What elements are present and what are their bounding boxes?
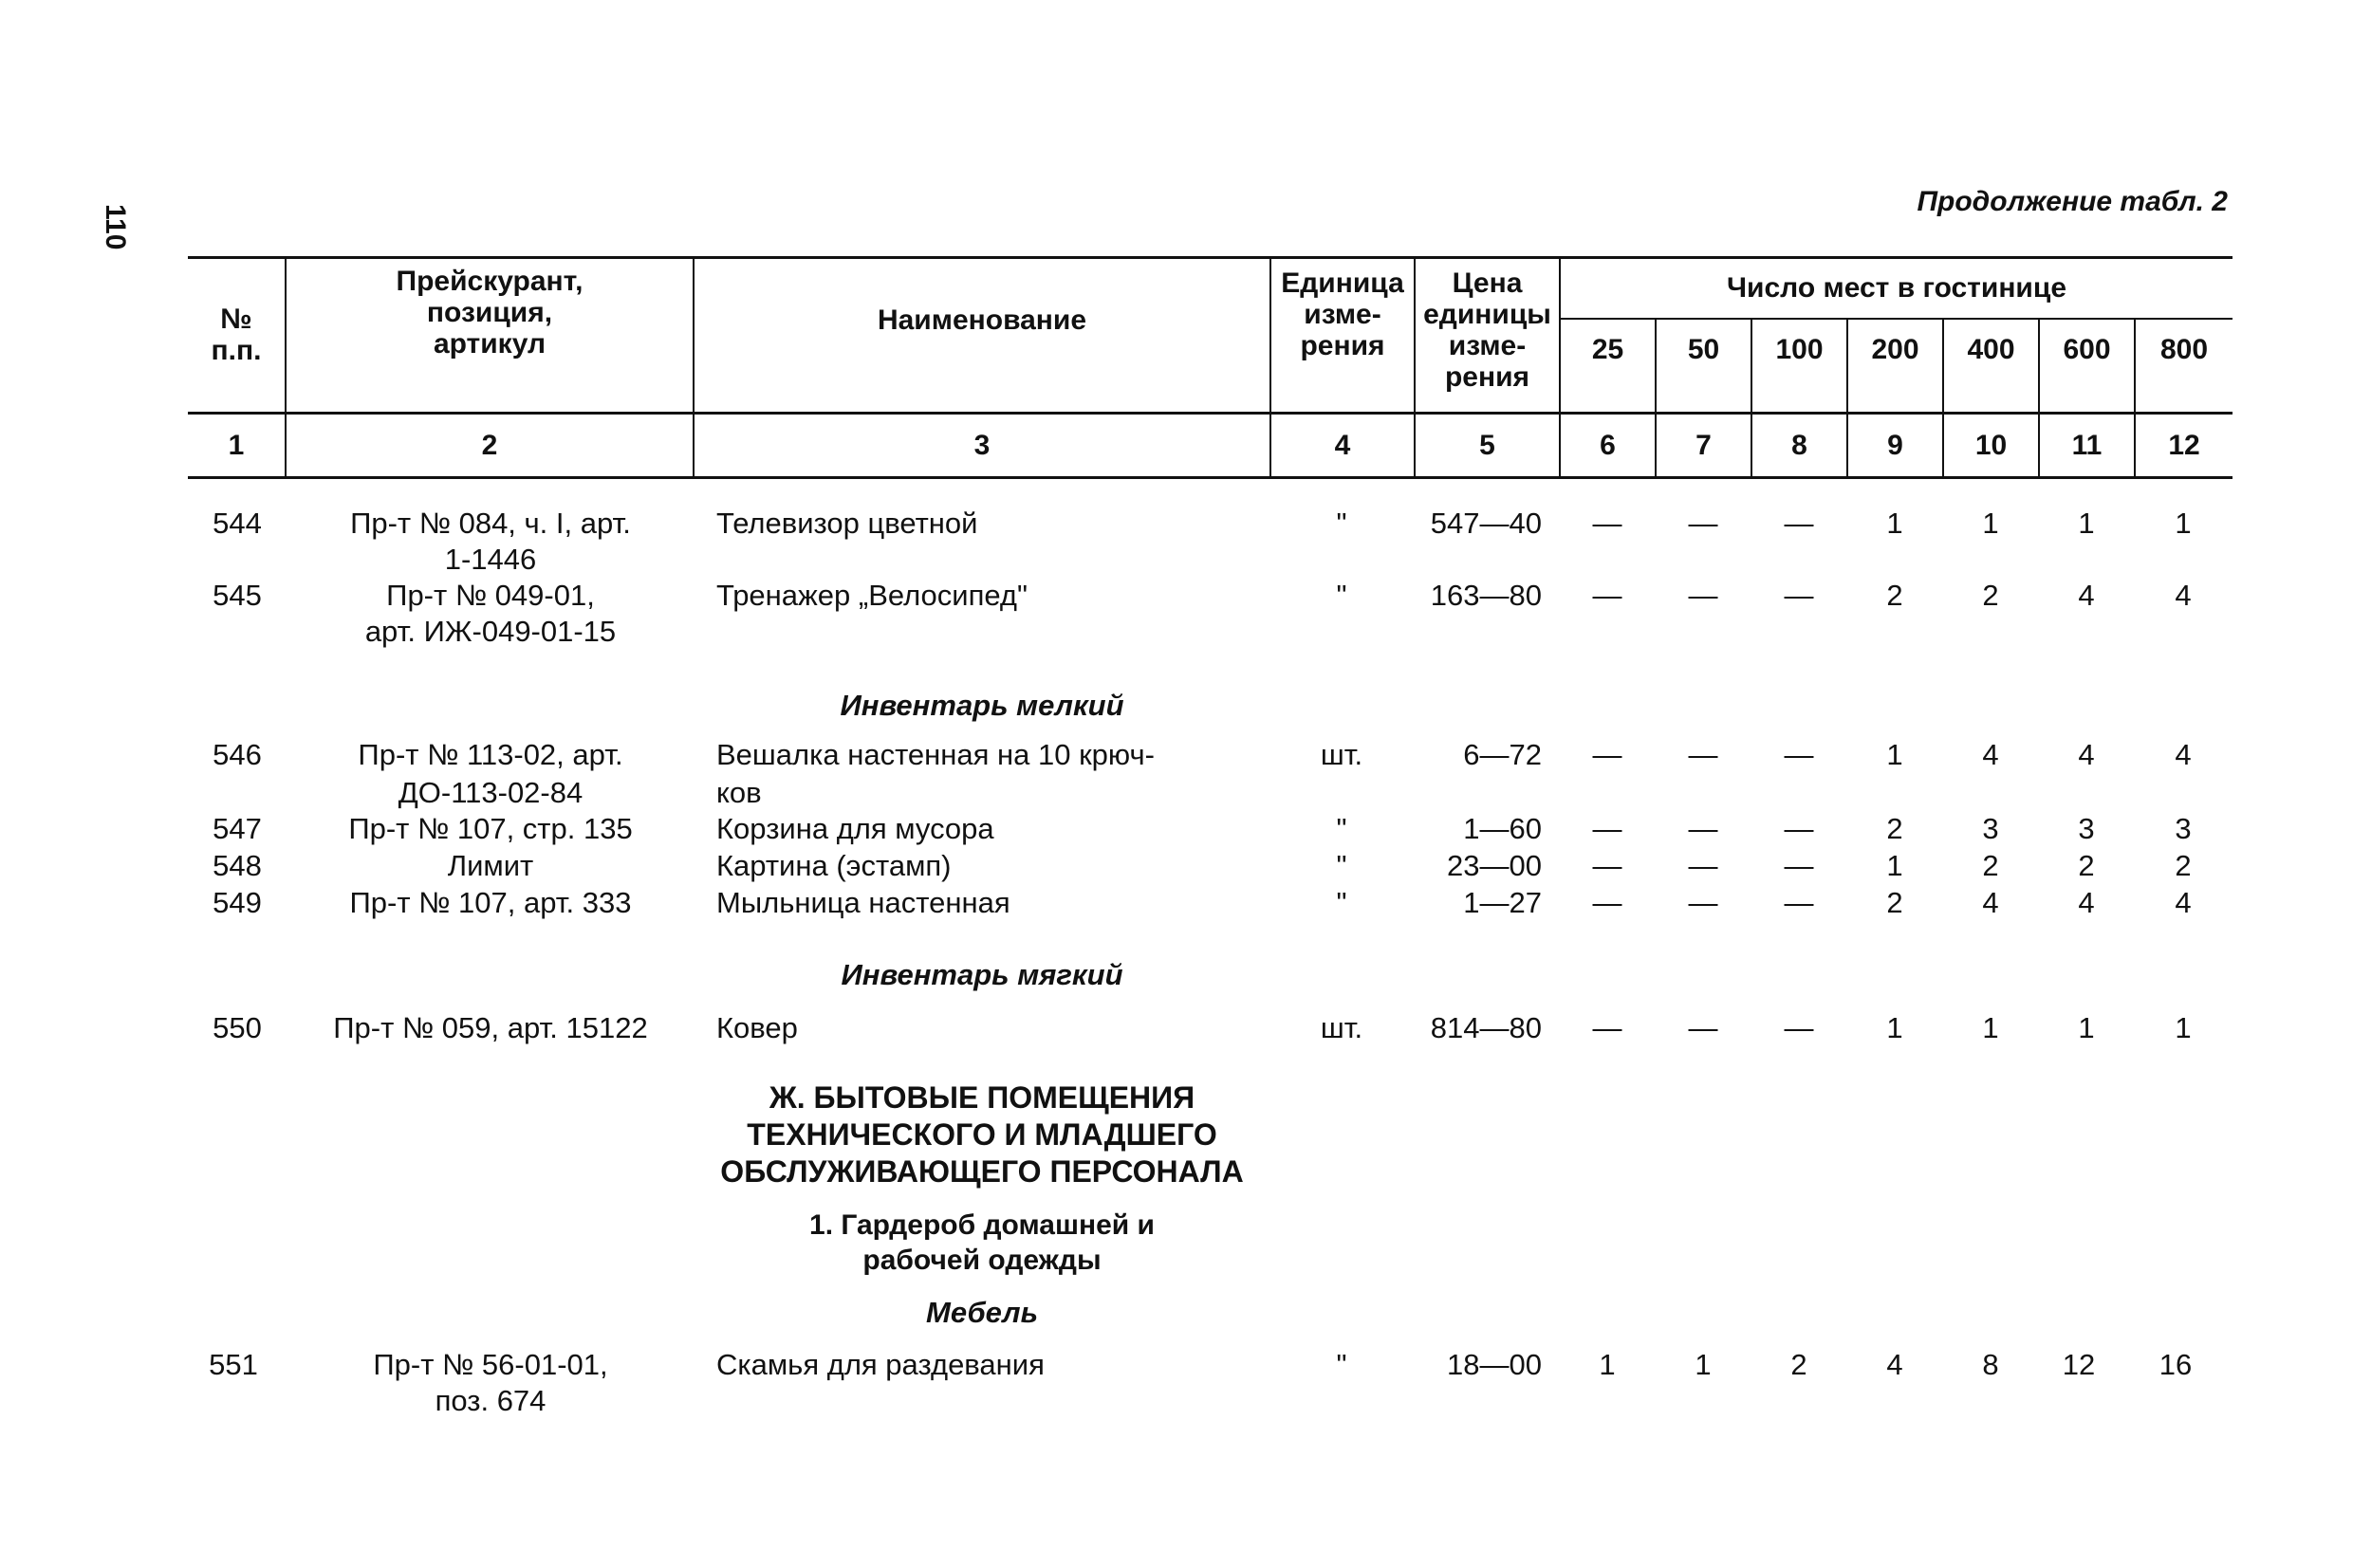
- row-550-q200: 1: [1886, 1011, 1903, 1044]
- row-544-q400: 1: [1982, 507, 1999, 540]
- row-544-q600: 1: [2078, 507, 2095, 540]
- row-549-q25: —: [1592, 886, 1622, 919]
- row-546-q800: 4: [2175, 738, 2192, 771]
- place-count-200: 200: [1871, 334, 1919, 365]
- row-545-unit: ": [1336, 579, 1347, 612]
- header-price-list-line3: артикул: [433, 328, 547, 360]
- row-548-q200: 1: [1886, 849, 1903, 882]
- row-546-no: 546: [213, 738, 262, 771]
- row-546-q200: 1: [1886, 738, 1903, 771]
- row-551-q25: 1: [1599, 1348, 1616, 1381]
- header-price-line1: Цена: [1452, 267, 1523, 299]
- row-547-q100: —: [1784, 812, 1814, 845]
- row-545-price: 163—80: [1430, 579, 1542, 612]
- place-count-25: 25: [1591, 334, 1624, 365]
- header-price-line3: изме-: [1448, 330, 1527, 361]
- row-549-ref: Пр-т № 107, арт. 333: [349, 886, 632, 919]
- row-548-no: 548: [213, 849, 262, 882]
- row-545-q200: 2: [1886, 579, 1903, 612]
- row-547-unit: ": [1336, 812, 1347, 845]
- row-546-ref-line2: ДО-113-02-84: [398, 776, 584, 809]
- row-545-name: Тренажер „Велосипед": [716, 579, 1028, 612]
- col-number: 3: [973, 430, 991, 461]
- header-price-line4: рения: [1444, 361, 1530, 393]
- row-546-ref-line1: Пр-т № 113-02, арт.: [358, 738, 623, 771]
- header-unit-line1: Единица: [1281, 267, 1404, 299]
- header-unit-line2: изме-: [1304, 299, 1381, 330]
- row-547-q25: —: [1592, 812, 1622, 845]
- row-545-ref-line2: арт. ИЖ-049-01-15: [364, 615, 617, 648]
- row-550-price: 814—80: [1430, 1011, 1542, 1044]
- row-551-q100: 2: [1790, 1348, 1807, 1381]
- row-548-q50: —: [1688, 849, 1718, 882]
- row-551-ref-line1: Пр-т № 56-01-01,: [373, 1348, 608, 1381]
- col-number: 8: [1791, 430, 1807, 461]
- row-547-name: Корзина для мусора: [716, 812, 994, 845]
- row-547-q50: —: [1688, 812, 1718, 845]
- header-name-text: Наименование: [877, 304, 1087, 336]
- row-549-q800: 4: [2175, 886, 2192, 919]
- header-no-line1: №: [220, 304, 252, 335]
- subheading-line2: рабочей одежды: [862, 1245, 1102, 1276]
- header-places-text: Число мест в гостинице: [1726, 272, 2067, 304]
- row-547-ref: Пр-т № 107, стр. 135: [348, 812, 633, 845]
- row-544-q800: 1: [2175, 507, 2192, 540]
- row-551-unit: ": [1336, 1348, 1347, 1381]
- row-546-name-line2: ков: [716, 776, 762, 809]
- row-545-q400: 2: [1982, 579, 1999, 612]
- col-number-rule: [188, 476, 2233, 479]
- header-no-line2: п.п.: [211, 335, 262, 366]
- header-price-list-line1: Прейскурант,: [396, 266, 584, 297]
- col-number: 11: [2071, 430, 2103, 461]
- row-550-q100: —: [1784, 1011, 1814, 1044]
- section-small-inventory: Инвентарь мелкий: [840, 689, 1124, 722]
- header-price-list-line2: позиция,: [426, 297, 553, 328]
- section-heading-zh: [720, 1079, 1243, 1190]
- row-545-q600: 4: [2078, 579, 2095, 612]
- place-count-400: 400: [1967, 334, 2015, 365]
- row-545-q25: —: [1592, 579, 1622, 612]
- row-549-q100: —: [1784, 886, 1814, 919]
- row-546-price: 6—72: [1463, 738, 1542, 771]
- section-furniture: Мебель: [926, 1296, 1038, 1329]
- row-547-q200: 2: [1886, 812, 1903, 845]
- page-number: 110: [100, 204, 131, 250]
- row-548-q800: 2: [2175, 849, 2192, 882]
- row-550-no: 550: [213, 1011, 262, 1044]
- row-545-q800: 4: [2175, 579, 2192, 612]
- subheading-wardrobe: [809, 1208, 1155, 1278]
- row-548-q25: —: [1592, 849, 1622, 882]
- row-548-price: 23—00: [1447, 849, 1542, 882]
- row-545-no: 545: [213, 579, 262, 612]
- row-544-price: 547—40: [1430, 507, 1542, 540]
- header-name: [695, 258, 1269, 381]
- row-549-price: 1—27: [1463, 886, 1542, 919]
- row-551-price: 18—00: [1447, 1348, 1542, 1381]
- col-number: 10: [1974, 430, 2008, 461]
- row-549-q200: 2: [1886, 886, 1903, 919]
- row-548-ref: Лимит: [447, 849, 534, 882]
- table-caption: Продолжение табл. 2: [1917, 186, 2228, 217]
- row-544-unit: ": [1336, 507, 1347, 540]
- row-545-ref-line1: Пр-т № 049-01,: [386, 579, 595, 612]
- col-number: 12: [2168, 430, 2200, 461]
- row-548-q600: 2: [2078, 849, 2095, 882]
- row-544-ref-line1: Пр-т № 084, ч. I, арт.: [350, 507, 631, 540]
- row-544-q100: —: [1784, 507, 1814, 540]
- row-549-q600: 4: [2078, 886, 2095, 919]
- row-551-ref-line2: поз. 674: [435, 1384, 547, 1417]
- row-551-q800: 16: [2158, 1348, 2193, 1381]
- row-544-q25: —: [1592, 507, 1622, 540]
- row-544-name: Телевизор цветной: [716, 507, 978, 540]
- header-price: [1416, 258, 1559, 412]
- row-550-q50: —: [1688, 1011, 1718, 1044]
- row-546-unit: шт.: [1320, 738, 1363, 771]
- header-price-list: [287, 258, 693, 412]
- row-545-q50: —: [1688, 579, 1718, 612]
- row-546-q400: 4: [1982, 738, 1999, 771]
- row-546-name-line1: Вешалка настенная на 10 крюч-: [716, 738, 1155, 771]
- row-547-price: 1—60: [1463, 812, 1542, 845]
- heading-zh-line1: Ж. БЫТОВЫЕ ПОМЕЩЕНИЯ: [769, 1080, 1195, 1115]
- row-550-q800: 1: [2175, 1011, 2192, 1044]
- row-551-name: Скамья для раздевания: [716, 1348, 1045, 1381]
- row-545-q100: —: [1784, 579, 1814, 612]
- row-549-unit: ": [1336, 886, 1347, 919]
- row-551-q400: 8: [1982, 1348, 1999, 1381]
- row-547-q600: 3: [2078, 812, 2095, 845]
- header-places: [1561, 258, 2233, 318]
- place-count-100: 100: [1775, 334, 1824, 365]
- row-550-q600: 1: [2078, 1011, 2095, 1044]
- row-549-no: 549: [213, 886, 262, 919]
- row-544-q50: —: [1688, 507, 1718, 540]
- row-544-no: 544: [213, 507, 262, 540]
- header-no: [188, 258, 285, 412]
- row-546-q25: —: [1592, 738, 1622, 771]
- row-547-q400: 3: [1982, 812, 1999, 845]
- heading-zh-line3: ОБСЛУЖИВАЮЩЕГО ПЕРСОНАЛА: [720, 1154, 1244, 1189]
- row-547-no: 547: [213, 812, 262, 845]
- header-unit: [1271, 258, 1414, 412]
- row-548-q400: 2: [1982, 849, 1999, 882]
- row-550-q25: —: [1592, 1011, 1622, 1044]
- col-number: 9: [1887, 430, 1903, 461]
- row-546-q50: —: [1688, 738, 1718, 771]
- place-count-50: 50: [1687, 334, 1720, 365]
- row-548-name: Картина (эстамп): [716, 849, 952, 882]
- row-550-unit: шт.: [1320, 1011, 1363, 1044]
- row-550-ref: Пр-т № 059, арт. 15122: [333, 1011, 648, 1044]
- row-549-name: Мыльница настенная: [716, 886, 1010, 919]
- row-551-q600: 12: [2062, 1348, 2096, 1381]
- row-551-q200: 4: [1886, 1348, 1903, 1381]
- row-549-q50: —: [1688, 886, 1718, 919]
- section-soft-inventory: Инвентарь мягкий: [841, 958, 1123, 991]
- row-544-q200: 1: [1886, 507, 1903, 540]
- row-547-q800: 3: [2175, 812, 2192, 845]
- place-count-800: 800: [2159, 334, 2209, 365]
- col-number: 1: [228, 430, 245, 461]
- subheading-line1: 1. Гардероб домашней и: [809, 1209, 1155, 1241]
- col-number: 6: [1600, 430, 1616, 461]
- row-550-q400: 1: [1982, 1011, 1999, 1044]
- row-548-unit: ": [1336, 849, 1347, 882]
- row-548-q100: —: [1784, 849, 1814, 882]
- header-price-line2: единицы: [1423, 299, 1551, 330]
- row-546-q600: 4: [2078, 738, 2095, 771]
- row-550-name: Ковер: [716, 1011, 798, 1044]
- row-551-no: 551: [209, 1348, 258, 1381]
- col-number: 2: [481, 430, 498, 461]
- col-number: 5: [1479, 430, 1495, 461]
- row-546-q100: —: [1784, 738, 1814, 771]
- place-count-600: 600: [2063, 334, 2111, 365]
- row-551-q50: 1: [1695, 1348, 1712, 1381]
- col-number: 4: [1334, 430, 1351, 461]
- heading-zh-line2: ТЕХНИЧЕСКОГО И МЛАДШЕГО: [747, 1117, 1217, 1152]
- row-549-q400: 4: [1982, 886, 1999, 919]
- row-544-ref-line2: 1-1446: [444, 543, 537, 576]
- col-number: 7: [1695, 430, 1712, 461]
- header-unit-line3: рения: [1300, 330, 1385, 361]
